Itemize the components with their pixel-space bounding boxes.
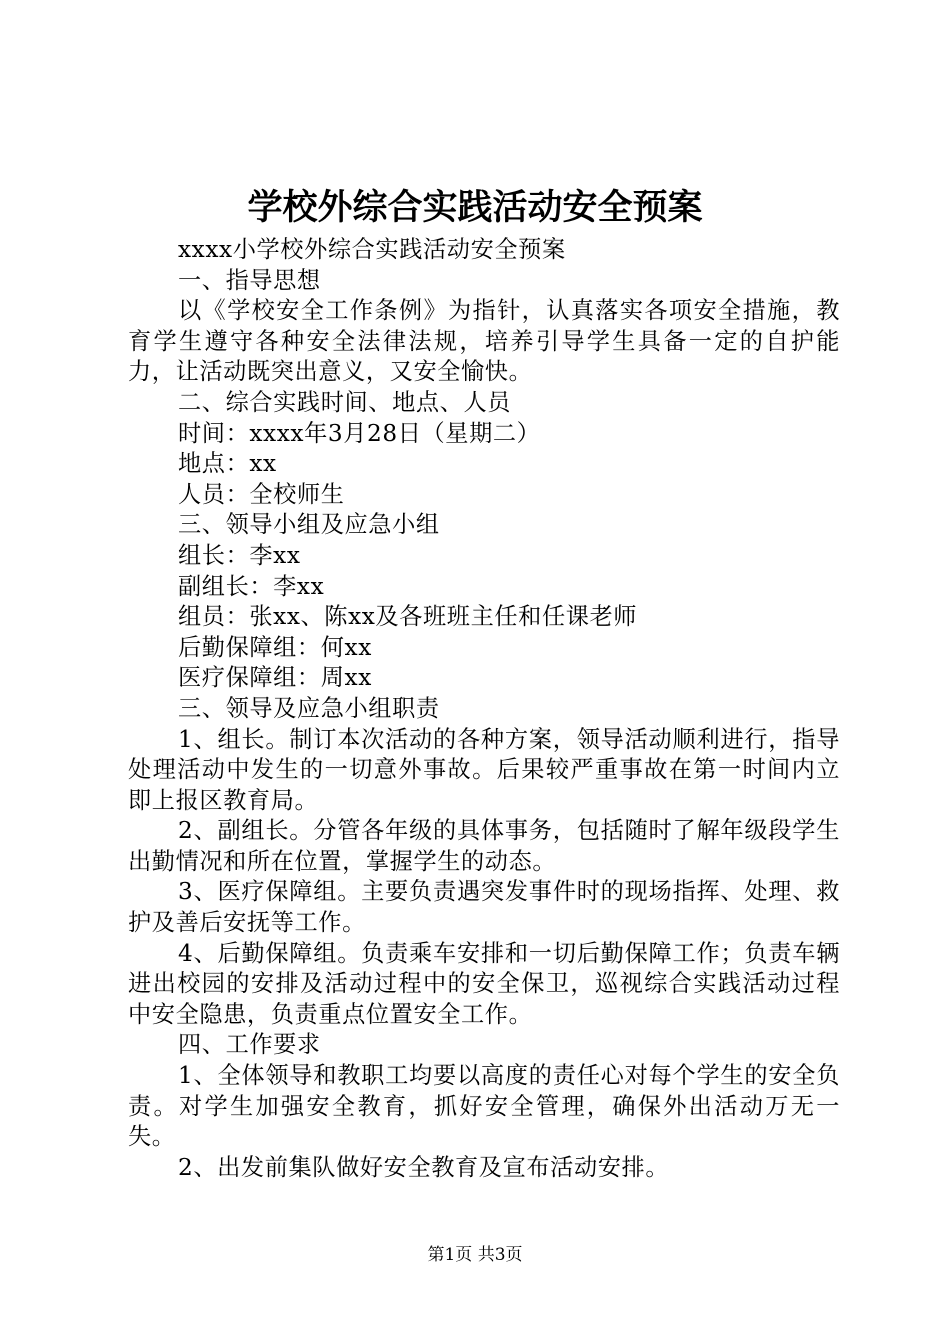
page-number: 第1页 共3页 xyxy=(427,1245,523,1265)
paragraph-requirement-2: 2、出发前集队做好安全教育及宣布活动安排。 xyxy=(178,1153,670,1181)
paragraph-place: 地点：xx xyxy=(178,450,277,478)
paragraph-group-members: 组员：张xx、陈xx及各班班主任和任课老师 xyxy=(178,603,638,631)
paragraph-group-leader: 组长：李xx xyxy=(178,541,301,569)
paragraph-deputy-leader: 副组长：李xx xyxy=(178,572,325,600)
heading-time-place-people: 二、综合实践时间、地点、人员 xyxy=(178,388,512,416)
paragraph-duty-logistics: 4、后勤保障组。负责乘车安排和一切后勤保障工作；负责车辆进出校园的安排及活动过程中的安全保卫，巡视综合实践活动过程中安全隐患，负责重点位置安全工作。 xyxy=(128,939,840,1028)
document-body xyxy=(128,235,840,1183)
paragraph-duty-medical: 3、医疗保障组。主要负责遇突发事件时的现场指挥、处理、救护及善后安抚等工作。 xyxy=(128,878,840,937)
paragraph-requirement-1: 1、全体领导和教职工均要以高度的责任心对每个学生的安全负责。对学生加强安全教育，抓好安全管理，确保外出活动万无一失。 xyxy=(128,1062,840,1151)
heading-leadership-group: 三、领导小组及应急小组 xyxy=(178,511,440,539)
paragraph-duty-leader: 1、组长。制订本次活动的各种方案，领导活动顺利进行，指导处理活动中发生的一切意外事故。后果较严重事故在第一时间内立即上报区教育局。 xyxy=(128,725,840,814)
paragraph-guiding-thought: 以《学校安全工作条例》为指针，认真落实各项安全措施，教育学生遵守各种安全法律法规，培养引导学生具备一定的自护能力，让活动既突出意义，又安全愉快。 xyxy=(128,297,840,386)
heading-guiding-thought: 一、指导思想 xyxy=(178,266,321,294)
paragraph-logistics-group: 后勤保障组：何xx xyxy=(178,633,372,661)
paragraph-people: 人员：全校师生 xyxy=(178,480,345,508)
document-title: 学校外综合实践活动安全预案 xyxy=(247,187,703,228)
heading-work-requirements: 四、工作要求 xyxy=(178,1031,321,1059)
paragraph-duty-deputy: 2、副组长。分管各年级的具体事务，包括随时了解年级段学生出勤情况和所在位置，掌握学生的动态。 xyxy=(128,817,840,875)
heading-group-duties: 三、领导及应急小组职责 xyxy=(178,694,440,722)
paragraph-time: 时间：xxxx年3月28日（星期二） xyxy=(178,419,541,447)
paragraph-school-name: xxxx小学校外综合实践活动安全预案 xyxy=(178,236,566,263)
paragraph-medical-group: 医疗保障组：周xx xyxy=(178,664,372,692)
